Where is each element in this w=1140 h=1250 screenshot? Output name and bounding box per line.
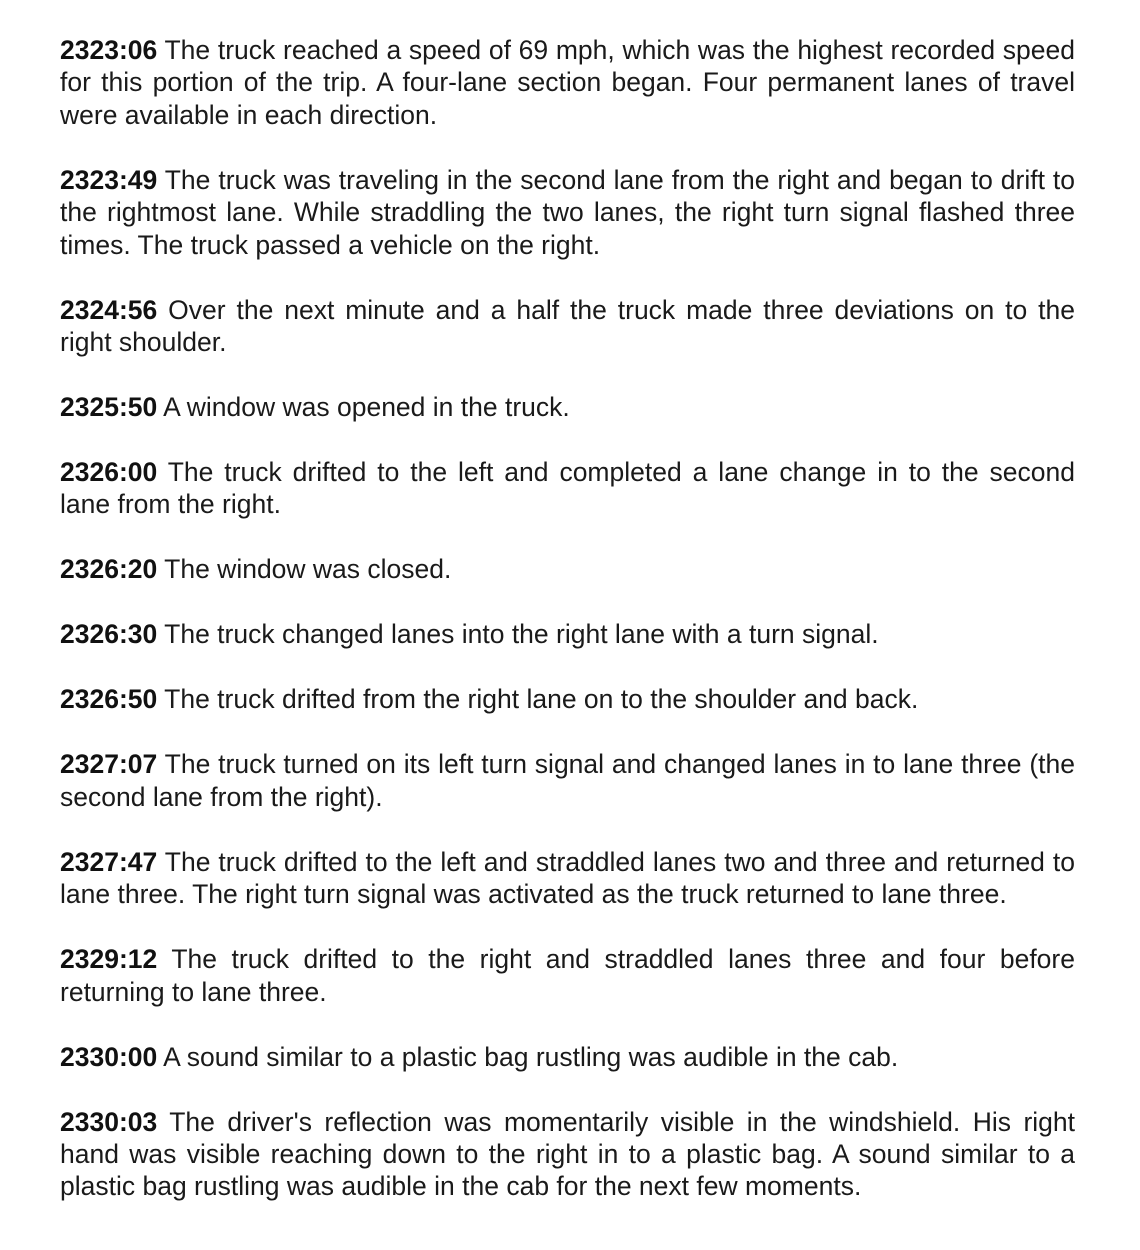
entry-text: A window was opened in the truck.: [163, 392, 570, 423]
timeline-entry: [60, 1041, 1075, 1073]
entry-text: The truck drifted to the left and straddled lanes two and three and returned to lane three. The right turn signal was activated as the truck returned to lane three.: [60, 846, 1076, 910]
entry-text: The truck drifted to the right and straddled lanes three and four before returning to lane three.: [60, 944, 1075, 1007]
entry-text: The truck reached a speed of 69 mph, which was the highest recorded speed for this portion of the trip. A four-lane section began. Four permanent lanes of travel were available in each direction.: [60, 35, 1075, 130]
timestamp: 2330:00: [60, 1041, 158, 1072]
entry-text: The window was closed.: [164, 554, 452, 585]
entry-text: The truck drifted to the left and completed a lane change in to the second lane from the right.: [60, 457, 1075, 520]
timeline-entry: [60, 34, 1075, 131]
timestamp: 2323:06: [60, 35, 158, 65]
timeline-document: [60, 34, 1075, 1235]
timestamp: 2330:03: [60, 1106, 158, 1137]
timeline-entry: [60, 683, 1075, 715]
entry-text: The truck was traveling in the second lane from the right and began to drift to the rightmost lane. While straddling the two lanes, the right turn signal flashed three times. The truck passed a vehicle on the right.: [60, 164, 1075, 260]
timestamp: 2323:49: [60, 164, 158, 195]
entry-text: The truck turned on its left turn signal and changed lanes in to lane three (the second lane from the right).: [60, 749, 1075, 812]
timestamp: 2329:12: [60, 944, 158, 975]
timeline-entry: [60, 943, 1075, 1008]
entry-text: Over the next minute and a half the truck made three deviations on to the right shoulder.: [60, 294, 1075, 358]
timeline-entry: [60, 748, 1075, 813]
timeline-entry: [60, 456, 1075, 521]
entry-text: A sound similar to a plastic bag rustling was audible in the cab.: [163, 1041, 899, 1072]
timeline-entry: [60, 294, 1075, 359]
entry-text: The truck changed lanes into the right lane with a turn signal.: [164, 619, 879, 650]
timestamp: 2326:20: [60, 554, 158, 585]
timeline-entry: [60, 391, 1075, 423]
timestamp: 2324:56: [60, 294, 158, 325]
timeline-entry: [60, 846, 1075, 911]
timeline-entry: [60, 618, 1075, 650]
entry-text: The driver's reflection was momentarily visible in the windshield. His right hand was visible reaching down to the right in to a plastic bag. A sound similar to a plastic bag rustling was audible in the cab for the next few moments.: [60, 1106, 1076, 1202]
timestamp: 2327:47: [60, 846, 158, 877]
timestamp: 2325:50: [60, 392, 158, 423]
timeline-entry: [60, 553, 1075, 585]
timeline-entry: [60, 1106, 1075, 1203]
timestamp: 2326:50: [60, 684, 158, 715]
timestamp: 2326:30: [60, 619, 158, 650]
timestamp: 2327:07: [60, 749, 158, 780]
timeline-entry: [60, 164, 1075, 261]
entry-text: The truck drifted from the right lane on to the shoulder and back.: [164, 684, 919, 715]
timestamp: 2326:00: [60, 457, 158, 488]
